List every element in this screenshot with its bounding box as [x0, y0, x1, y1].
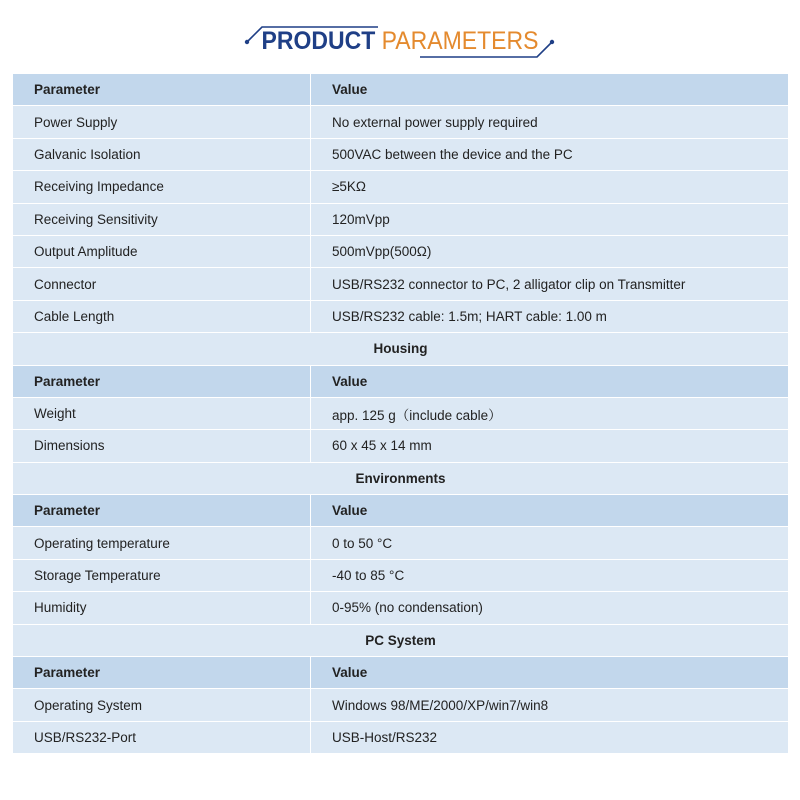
param-cell: Operating temperature — [13, 527, 311, 559]
param-cell: Output Amplitude — [13, 235, 311, 267]
table-header-row — [13, 365, 789, 397]
value-cell: USB/RS232 cable: 1.5m; HART cable: 1.00 m — [311, 300, 789, 332]
title-word-parameters: PARAMETERS — [381, 27, 539, 55]
header-parameter: Parameter — [13, 365, 311, 397]
value-cell: ≥5KΩ — [311, 171, 789, 203]
table-header-row — [13, 74, 789, 106]
table-row — [13, 397, 789, 429]
param-cell: Receiving Impedance — [13, 171, 311, 203]
value-cell: 0 to 50 °C — [311, 527, 789, 559]
section-title: Environments — [13, 462, 789, 494]
header-parameter: Parameter — [13, 74, 311, 106]
table-row — [13, 171, 789, 203]
header-parameter: Parameter — [13, 657, 311, 689]
param-cell: Connector — [13, 268, 311, 300]
value-cell: 120mVpp — [311, 203, 789, 235]
section-title: PC System — [13, 624, 789, 656]
value-cell: 0-95% (no condensation) — [311, 592, 789, 624]
header-value: Value — [311, 495, 789, 527]
page-title — [32, 26, 768, 56]
value-cell: -40 to 85 °C — [311, 559, 789, 591]
param-cell: Operating System — [13, 689, 311, 721]
value-cell: USB-Host/RS232 — [311, 721, 789, 753]
table-row — [13, 430, 789, 462]
table-row — [13, 559, 789, 591]
table-header-row — [13, 495, 789, 527]
table-header-row — [13, 657, 789, 689]
value-cell: No external power supply required — [311, 106, 789, 138]
header-value: Value — [311, 365, 789, 397]
section-heading-pc-system — [13, 624, 789, 656]
section-title: Housing — [13, 333, 789, 365]
param-cell: Power Supply — [13, 106, 311, 138]
header-value: Value — [311, 74, 789, 106]
param-cell: Dimensions — [13, 430, 311, 462]
param-cell: Storage Temperature — [13, 559, 311, 591]
value-cell: 60 x 45 x 14 mm — [311, 430, 789, 462]
param-cell: Weight — [13, 397, 311, 429]
param-cell: Receiving Sensitivity — [13, 203, 311, 235]
parameters-table — [12, 73, 789, 754]
section-heading-environments — [13, 462, 789, 494]
header-value: Value — [311, 657, 789, 689]
table-row — [13, 138, 789, 170]
param-cell: Cable Length — [13, 300, 311, 332]
param-cell: USB/RS232-Port — [13, 721, 311, 753]
value-cell: USB/RS232 connector to PC, 2 alligator clip on Transmitter — [311, 268, 789, 300]
header-parameter: Parameter — [13, 495, 311, 527]
param-cell: Galvanic Isolation — [13, 138, 311, 170]
value-cell: Windows 98/ME/2000/XP/win7/win8 — [311, 689, 789, 721]
param-cell: Humidity — [13, 592, 311, 624]
table-row — [13, 689, 789, 721]
value-cell: 500VAC between the device and the PC — [311, 138, 789, 170]
table-row — [13, 235, 789, 267]
value-cell: app. 125 g（include cable） — [311, 397, 789, 429]
value-cell: 500mVpp(500Ω) — [311, 235, 789, 267]
table-row — [13, 527, 789, 559]
title-word-product: PRODUCT — [261, 27, 376, 55]
table-row — [13, 106, 789, 138]
table-row — [13, 268, 789, 300]
table-row — [13, 300, 789, 332]
product-parameters-banner — [0, 0, 800, 72]
table-row — [13, 592, 789, 624]
table-row — [13, 203, 789, 235]
table-row — [13, 721, 789, 753]
section-heading-housing — [13, 333, 789, 365]
